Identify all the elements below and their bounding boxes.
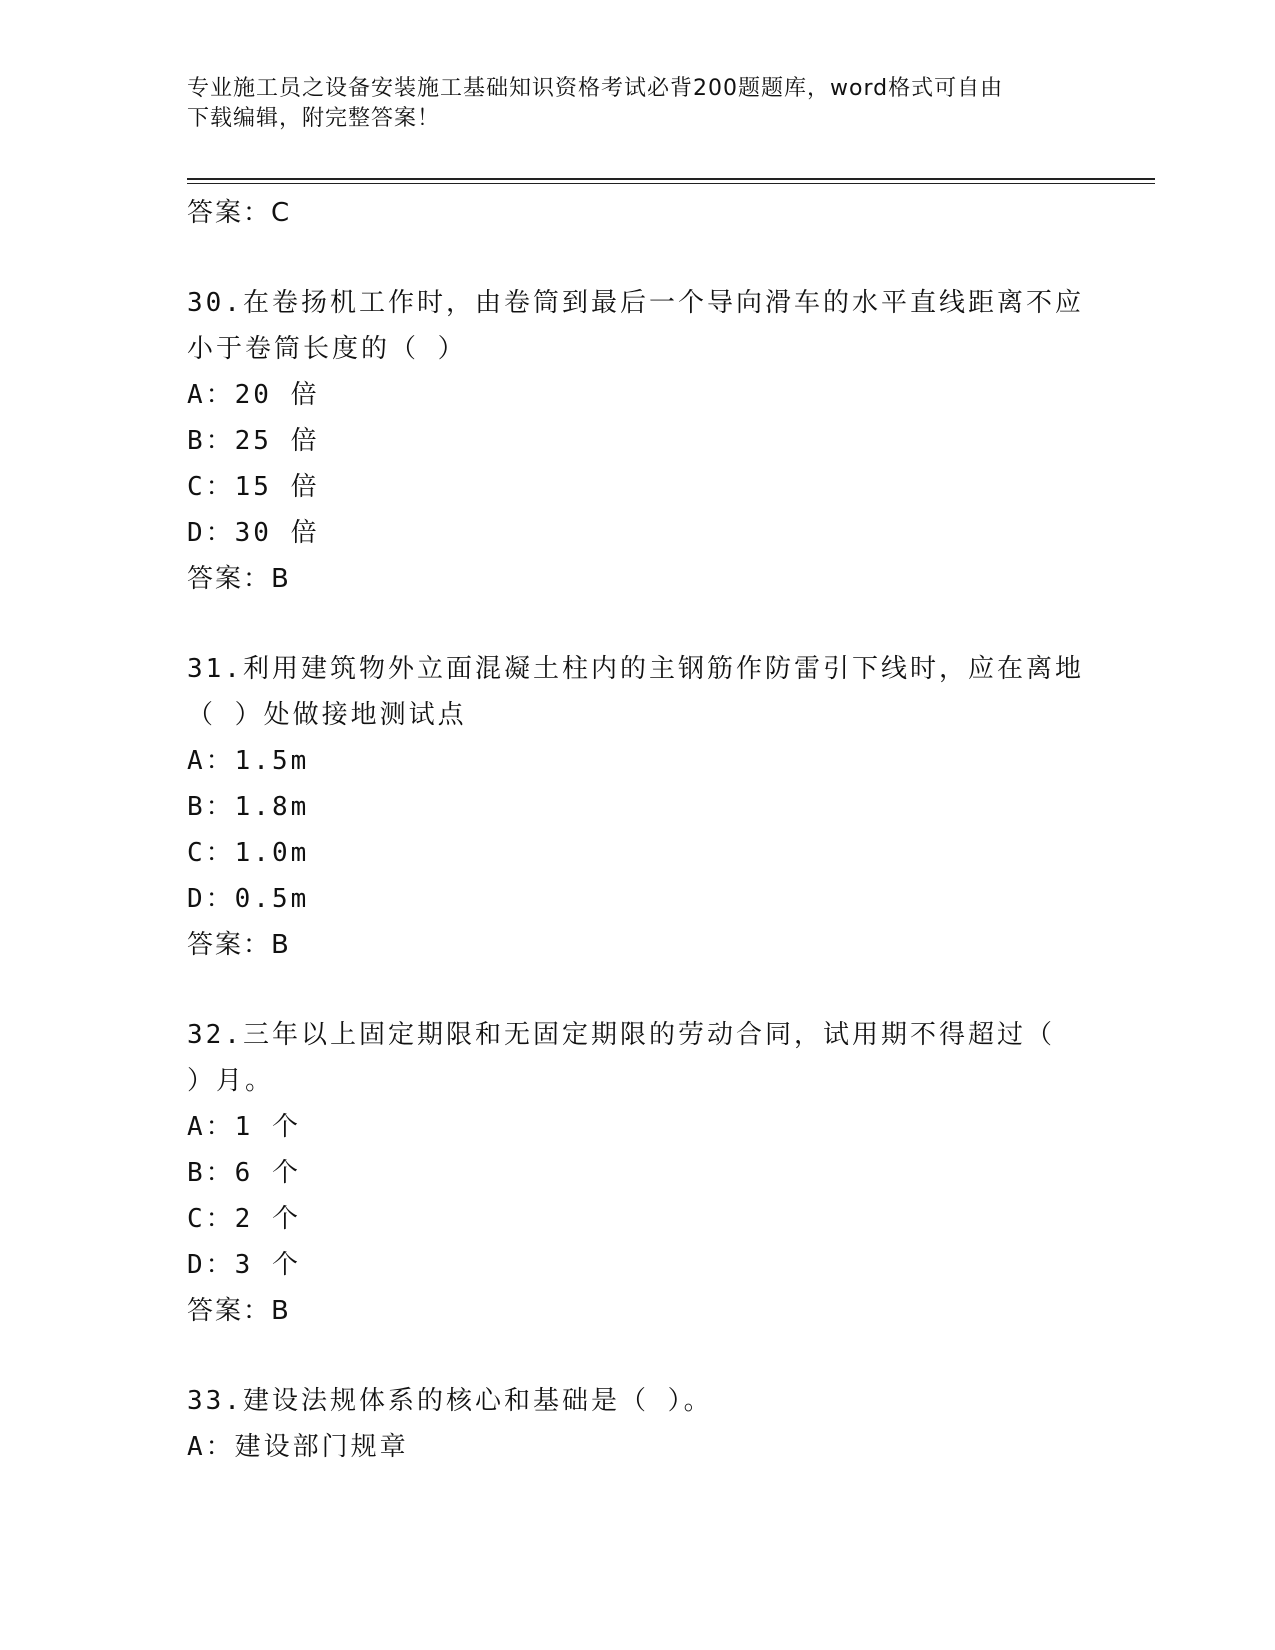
question-stem: 30.在卷扬机工作时，由卷筒到最后一个导向滑车的水平直线距离不应 [187,288,1084,318]
option-d: D：3 个 [187,1250,301,1280]
question-31 [187,646,1087,968]
option-c: C：2 个 [187,1204,301,1234]
question-stem: 31.利用建筑物外立面混凝土柱内的主钢筋作防雷引下线时，应在离地 [187,654,1084,684]
answer: 答案：B [187,930,291,960]
question-stem-continued: 小于卷筒长度的（ ） [187,334,467,364]
header-title-line-2: 下载编辑，附完整答案！ [187,106,441,131]
option-a: A：1 个 [187,1112,301,1142]
header-title-line-1: 专业施工员之设备安装施工基础知识资格考试必背200题题库，word格式可自由 [187,76,1004,101]
header-divider [187,178,1155,180]
option-b: B：6 个 [187,1158,301,1188]
header-divider-thin [187,183,1155,184]
option-c: C：1.0m [187,838,310,868]
option-b: B：25 倍 [187,426,320,456]
option-d: D：0.5m [187,884,310,914]
previous-answer: 答案：C [187,198,292,228]
question-33 [187,1378,1087,1470]
answer: 答案：B [187,1296,291,1326]
option-d: D：30 倍 [187,518,320,548]
question-30 [187,280,1087,602]
option-c: C：15 倍 [187,472,320,502]
option-b: B：1.8m [187,792,310,822]
question-stem: 32.三年以上固定期限和无固定期限的劳动合同，试用期不得超过（ [187,1020,1055,1050]
option-a: A：1.5m [187,746,310,776]
question-stem: 33.建设法规体系的核心和基础是（ ）。 [187,1386,713,1416]
document-header [187,74,1067,134]
question-stem-continued: ）月。 [187,1066,275,1096]
option-a: A：20 倍 [187,380,320,410]
option-a: A：建设部门规章 [187,1432,409,1462]
question-stem-continued: （ ）处做接地测试点 [187,700,467,730]
question-list [187,190,1087,1470]
question-32 [187,1012,1087,1334]
answer: 答案：B [187,564,291,594]
